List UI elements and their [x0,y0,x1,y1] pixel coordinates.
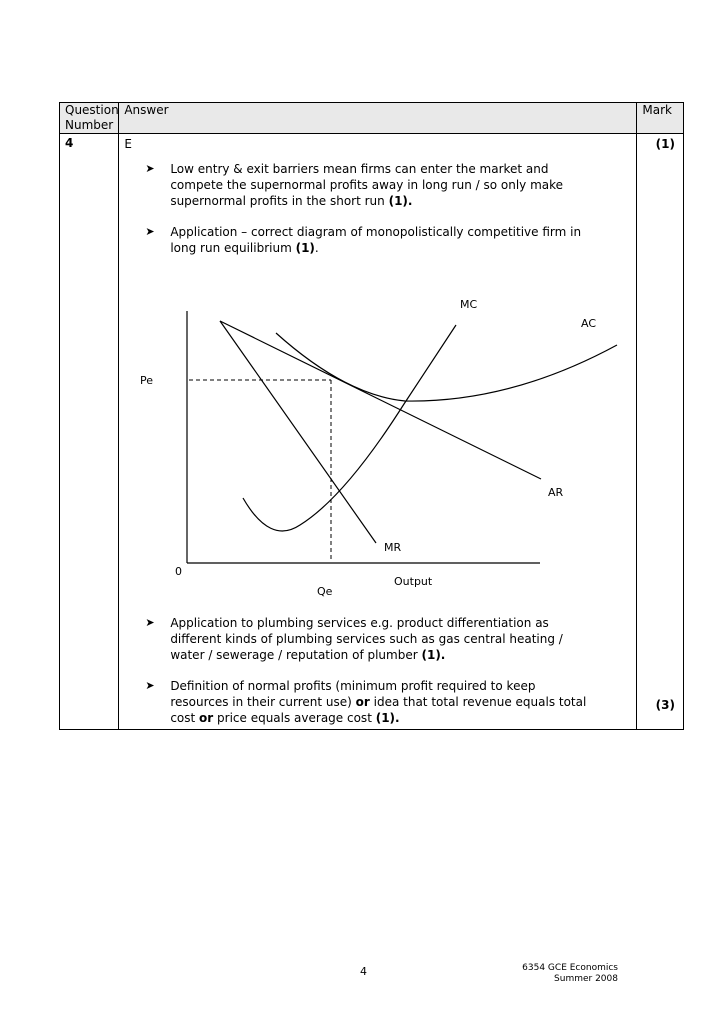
mr-curve [220,321,376,543]
qe-label: Qe [317,585,333,598]
mark-value: (1) [655,137,675,151]
arrow-bullet-icon: ➤ [145,225,155,238]
mc-label: MC [460,298,478,311]
bullet-text: Application – correct diagram of monopolistically competitive firm in long run equilibrium [170,225,582,255]
output-label: Output [394,575,433,588]
header-mark: Mark [637,103,684,134]
mc-curve [243,325,456,531]
bullet-text: Definition of normal profits (minimum profit required to keep resources in their current use) [170,679,536,709]
mark-total: (3) [655,698,675,712]
ac-label: AC [581,317,597,330]
origin-label: 0 [175,565,182,578]
ac-curve [276,333,617,401]
page-number: 4 [360,965,367,978]
header-answer: Answer [119,103,637,134]
bullet-diagram: ➤ Application – correct diagram of monopolistically competitive firm in long run equilibrium (1). [145,225,582,255]
answer-letter: E [124,137,132,151]
ar-curve [220,321,541,479]
header-question-number: Question Number [60,103,119,134]
bullet-mark: (1). [421,648,446,662]
arrow-bullet-icon: ➤ [145,679,155,692]
bullet-mark: (1). [375,711,400,725]
footer-ref-line-2: Summer 2008 [554,974,618,984]
bullet-mark: (1). [388,194,413,208]
pe-label: Pe [140,374,154,387]
bullet-mark: (1) [295,241,315,255]
footer-reference [500,963,618,985]
bullet-text: Low entry & exit barriers mean firms can enter the market and compete the supernormal profits away in long run / so only make supernormal profits in the short run [170,162,564,208]
footer-ref-line-1: 6354 GCE Economics [522,963,618,973]
arrow-bullet-icon: ➤ [145,162,155,175]
question-number: 4 [60,134,119,730]
mr-label: MR [384,541,402,554]
bullet-normal-profits: ➤ Definition of normal profits (minimum profit required to keep resources in their current use) or idea that total revenue equals total cost or price equals average cost (1). [145,679,587,725]
arrow-bullet-icon: ➤ [145,616,155,629]
ar-label: AR [548,486,564,499]
bullet-text: Application to plumbing services e.g. product differentiation as different kinds of plumbing services such as gas central heating / water / sewerage / reputation of plumber [170,616,563,662]
